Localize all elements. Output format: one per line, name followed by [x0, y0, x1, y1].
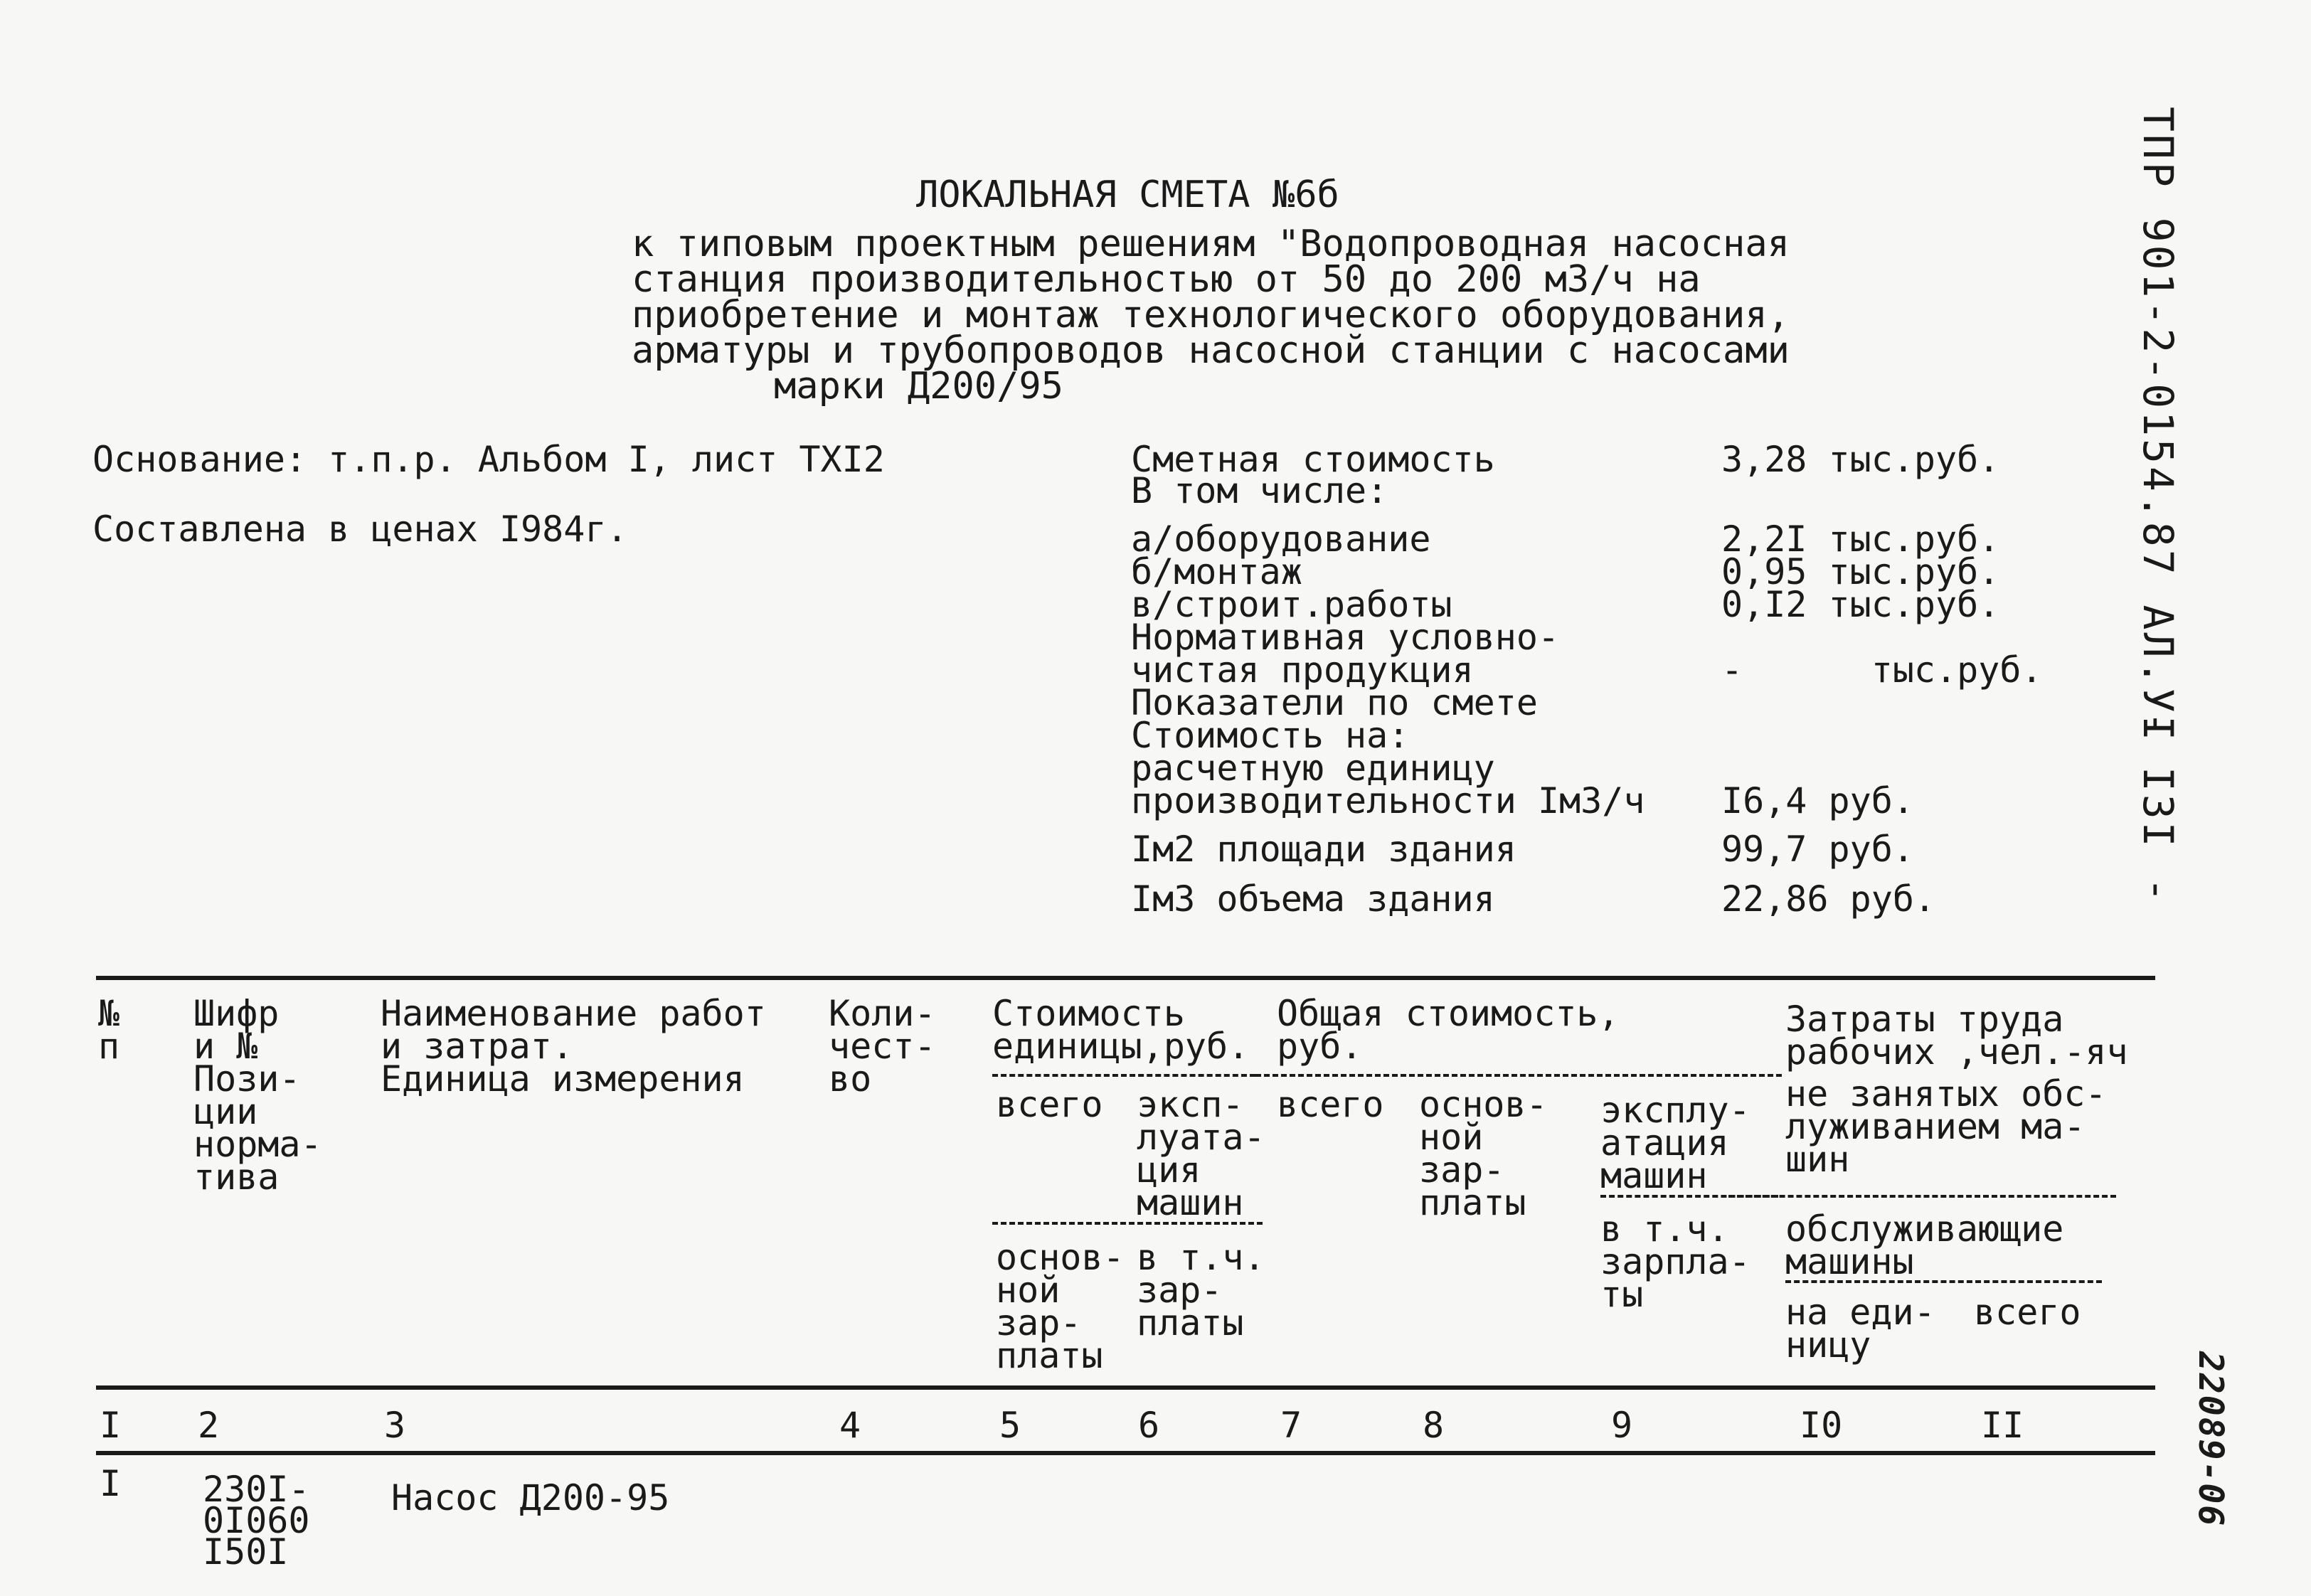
basis-text: Основание: т.п.р. Альбом I, лист ТХI2 [92, 439, 885, 480]
cost-value: 3,28 тыс.руб. [1721, 439, 2000, 480]
page-title: ЛОКАЛЬНАЯ СМЕТА №6б [916, 174, 1339, 216]
cost-label: Сметная стоимость [1131, 439, 1495, 480]
column-number: 9 [1611, 1405, 1633, 1446]
th-labor: Затраты труда рабочих ,чел.-яч [1785, 999, 2128, 1073]
page-number: - I3I - [2134, 711, 2182, 905]
cost-label: Iм2 площади здания [1131, 829, 1516, 870]
column-number: 7 [1280, 1405, 1302, 1446]
column-number: I [100, 1405, 122, 1446]
subtitle-line: арматуры и трубопроводов насосной станции с насосами [632, 329, 1790, 372]
cost-value: 0,95 тыс.руб. [1721, 551, 2000, 592]
th-all1: всего [996, 1084, 1103, 1125]
th-not-serv: не занятых обс- луживанием ма- шин [1785, 1073, 2107, 1180]
th-base-wage2: основ- ной зар- платы [1419, 1084, 1548, 1223]
th-per-unit: на еди- ницу [1785, 1292, 1935, 1366]
column-number: 2 [198, 1405, 220, 1446]
th-incl-wage1: в т.ч. зар- платы [1137, 1237, 1265, 1344]
column-number: 4 [839, 1405, 861, 1446]
th-total-cost: Общая стоимость, руб. [1277, 993, 1620, 1067]
table-top-rule [96, 976, 2155, 980]
subtitle-line: марки Д200/95 [774, 365, 1063, 408]
cost-summary-row [1131, 829, 2020, 870]
stamp-number: 22089-06 [2191, 1351, 2231, 1528]
cost-value: I6,4 руб. [1721, 780, 1914, 821]
row-name: Насос Д200-95 [391, 1477, 670, 1518]
column-number: 6 [1138, 1405, 1160, 1446]
cost-summary-row [1131, 780, 2020, 821]
cost-value: 2,2I тыс.руб. [1721, 518, 2000, 560]
cost-value: 22,86 руб. [1721, 878, 1936, 920]
row-code: 230I- 0I060 I50I [203, 1469, 310, 1573]
subtitle-line: станция производительностью от 50 до 200 м3/ч на [632, 258, 1701, 301]
colnum-bottom-rule [96, 1451, 2155, 1455]
row-num: I [100, 1463, 122, 1504]
cost-label: в/строит.работы [1131, 584, 1452, 625]
column-number: 3 [384, 1405, 406, 1446]
cost-label: чистая продукция [1131, 649, 1474, 691]
column-number: I0 [1800, 1405, 1843, 1446]
th-base-wage1: основ- ной зар- платы [996, 1237, 1125, 1376]
dash-totalcost [1255, 1074, 1782, 1077]
column-number: 5 [999, 1405, 1021, 1446]
th-exp-mach: эксп- луата- ция машин [1137, 1084, 1265, 1223]
document-code: ТПР 901-2-0154.87 АЛ.УI [2134, 107, 2182, 744]
cost-label: Нормативная условно- [1131, 617, 1560, 658]
th-num: № п [98, 993, 120, 1067]
th-name: Наименование работ и затрат. Единица измерения [381, 993, 766, 1100]
cost-label: расчетную единицу [1131, 748, 1495, 789]
th-exp-mach2: эксплу- атация машин [1600, 1090, 1750, 1196]
header-bottom-rule [96, 1385, 2155, 1390]
cost-summary-row [1131, 470, 2020, 511]
cost-label: б/монтаж [1131, 551, 1302, 592]
document-subtitle [632, 223, 1790, 408]
cost-value: 0,I2 тыс.руб. [1721, 584, 2000, 625]
column-number: II [1981, 1405, 2024, 1446]
th-all3: всего [1974, 1292, 2081, 1333]
cost-summary-row [1131, 878, 2020, 920]
cost-label: Стоимость на: [1131, 715, 1410, 756]
dash-labor1 [1728, 1195, 2116, 1198]
cost-label: производительности Iм3/ч [1131, 780, 1645, 821]
th-unit-cost: Стоимость единицы,руб. [992, 993, 1250, 1067]
cost-value: - тыс.руб. [1721, 649, 2043, 691]
prices-text: Составлена в ценах I984г. [92, 509, 628, 550]
th-qty: Коли- чест- во [829, 993, 936, 1100]
cost-value: 99,7 руб. [1721, 829, 1914, 870]
cost-label: В том числе: [1131, 470, 1388, 511]
th-code: Шифр и № Пози- ции норма- тива [193, 993, 322, 1198]
cost-label: Показатели по смете [1131, 682, 1538, 723]
dash-unitcost [992, 1074, 1255, 1077]
column-number: 8 [1423, 1405, 1445, 1446]
th-all2: всего [1277, 1084, 1384, 1125]
subtitle-line: приобретение и монтаж технологического оборудования, [632, 294, 1790, 336]
th-incl-wage2: в т.ч. зарпла- ты [1600, 1208, 1750, 1315]
cost-label: а/оборудование [1131, 518, 1431, 560]
subtitle-line: к типовым проектным решениям "Водопроводная насосная [632, 223, 1790, 265]
th-serv: обслуживающие машины [1785, 1208, 2064, 1282]
cost-label: Iм3 объема здания [1131, 878, 1495, 920]
